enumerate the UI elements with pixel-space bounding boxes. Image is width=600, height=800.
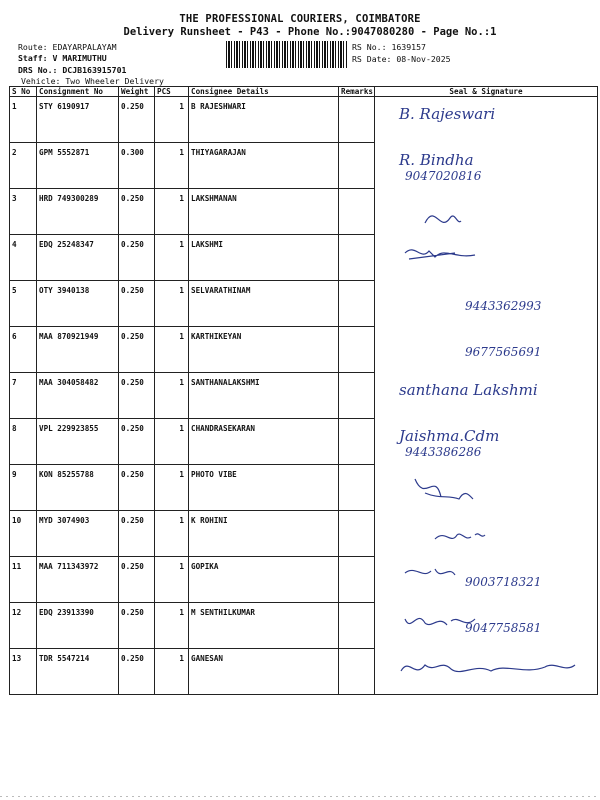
col-remarks: Remarks bbox=[339, 87, 375, 97]
drs-value: DCJB163915701 bbox=[62, 65, 127, 75]
rs-date-value: 08-Nov-2025 bbox=[396, 54, 451, 64]
cell-consignee: PHOTO VIBE bbox=[189, 465, 339, 511]
cell-remarks bbox=[339, 649, 375, 695]
runsheet-title: Delivery Runsheet - P43 - Phone No.:9047080280 - Page No.:1 bbox=[123, 26, 497, 38]
cell-signature bbox=[375, 649, 598, 695]
staff-label: Staff: bbox=[18, 53, 48, 63]
cell-consignee: LAKSHMI bbox=[189, 235, 339, 281]
cell-weight: 0.250 bbox=[119, 465, 155, 511]
signature-scribble bbox=[395, 193, 585, 231]
cell-signature bbox=[375, 97, 598, 143]
cell-weight: 0.250 bbox=[119, 419, 155, 465]
signature-phone: 9443386286 bbox=[405, 444, 482, 459]
cell-weight: 0.300 bbox=[119, 143, 155, 189]
cell-weight: 0.250 bbox=[119, 373, 155, 419]
cell-consignee: GANESAN bbox=[189, 649, 339, 695]
runsheet-table bbox=[9, 86, 598, 695]
table-row bbox=[10, 465, 598, 511]
cell-remarks bbox=[339, 603, 375, 649]
rs-no-value: 1639157 bbox=[391, 42, 426, 52]
signature-phone: 9047020816 bbox=[405, 168, 482, 183]
barcode bbox=[226, 41, 348, 68]
col-pcs: PCS bbox=[155, 87, 189, 97]
cell-consignee: M SENTHILKUMAR bbox=[189, 603, 339, 649]
signature-scribble bbox=[395, 607, 585, 645]
cell-consignee: CHANDRASEKARAN bbox=[189, 419, 339, 465]
cell-signature bbox=[375, 419, 598, 465]
cell-sno: 9 bbox=[10, 465, 37, 511]
cell-signature bbox=[375, 373, 598, 419]
cell-pcs: 1 bbox=[155, 603, 189, 649]
cell-consignment: STY 6190917 bbox=[37, 97, 119, 143]
cell-consignment: MAA 304058482 bbox=[37, 373, 119, 419]
cell-pcs: 1 bbox=[155, 649, 189, 695]
vehicle-line bbox=[21, 76, 164, 86]
cell-consignee: THIYAGARAJAN bbox=[189, 143, 339, 189]
cell-consignment: GPM 5552871 bbox=[37, 143, 119, 189]
table-row bbox=[10, 511, 598, 557]
cell-consignment: MYD 3074903 bbox=[37, 511, 119, 557]
cell-consignment: MAA 711343972 bbox=[37, 557, 119, 603]
rs-no-line bbox=[352, 42, 426, 52]
cell-consignee: KARTHIKEYAN bbox=[189, 327, 339, 373]
cell-sno: 3 bbox=[10, 189, 37, 235]
cell-signature bbox=[375, 465, 598, 511]
cell-weight: 0.250 bbox=[119, 281, 155, 327]
col-consignment: Consignment No bbox=[37, 87, 119, 97]
table-row bbox=[10, 327, 598, 373]
col-consignee: Consignee Details bbox=[189, 87, 339, 97]
cell-consignment: HRD 749300289 bbox=[37, 189, 119, 235]
cell-sno: 12 bbox=[10, 603, 37, 649]
cell-weight: 0.250 bbox=[119, 327, 155, 373]
drs-label: DRS No.: bbox=[18, 65, 58, 75]
cell-remarks bbox=[339, 327, 375, 373]
table-row bbox=[10, 557, 598, 603]
company-title: THE PROFESSIONAL COURIERS, COIMBATORE bbox=[179, 13, 421, 25]
cell-weight: 0.250 bbox=[119, 235, 155, 281]
cell-signature bbox=[375, 281, 598, 327]
signature-phone: 9047758581 bbox=[465, 620, 542, 635]
col-weight: Weight bbox=[119, 87, 155, 97]
drs-line bbox=[18, 65, 126, 75]
cell-sno: 7 bbox=[10, 373, 37, 419]
signature-scribble bbox=[395, 515, 585, 553]
vehicle-value: Two Wheeler Delivery bbox=[65, 76, 164, 86]
cell-consignment: OTY 3940138 bbox=[37, 281, 119, 327]
cell-remarks bbox=[339, 557, 375, 603]
vehicle-label: Vehicle: bbox=[21, 76, 61, 86]
cell-sno: 5 bbox=[10, 281, 37, 327]
cell-signature bbox=[375, 189, 598, 235]
signature-phone: 9443362993 bbox=[465, 298, 542, 313]
cell-sno: 10 bbox=[10, 511, 37, 557]
table-row bbox=[10, 235, 598, 281]
cell-signature bbox=[375, 327, 598, 373]
cell-consignment: EDQ 25248347 bbox=[37, 235, 119, 281]
cell-consignment: VPL 229923855 bbox=[37, 419, 119, 465]
signature-scribble bbox=[395, 653, 585, 691]
signature-phone: 9003718321 bbox=[465, 574, 542, 589]
signature-scribble bbox=[395, 469, 585, 507]
cell-pcs: 1 bbox=[155, 373, 189, 419]
staff-line bbox=[18, 53, 107, 63]
cell-remarks bbox=[339, 419, 375, 465]
cell-weight: 0.250 bbox=[119, 189, 155, 235]
cell-pcs: 1 bbox=[155, 511, 189, 557]
cell-sno: 2 bbox=[10, 143, 37, 189]
cell-consignee: K ROHINI bbox=[189, 511, 339, 557]
cell-sno: 13 bbox=[10, 649, 37, 695]
cell-consignee: GOPIKA bbox=[189, 557, 339, 603]
cell-consignee: B RAJESHWARI bbox=[189, 97, 339, 143]
cell-pcs: 1 bbox=[155, 327, 189, 373]
signature-name: B. Rajeswari bbox=[399, 105, 496, 123]
signature-name: R. Bindha bbox=[399, 150, 474, 169]
staff-value: V MARIMUTHU bbox=[52, 53, 107, 63]
footer-divider bbox=[0, 796, 600, 797]
cell-remarks bbox=[339, 373, 375, 419]
cell-remarks bbox=[339, 189, 375, 235]
cell-weight: 0.250 bbox=[119, 97, 155, 143]
cell-signature bbox=[375, 143, 598, 189]
table-row bbox=[10, 281, 598, 327]
cell-pcs: 1 bbox=[155, 281, 189, 327]
cell-signature bbox=[375, 511, 598, 557]
cell-consignee: LAKSHMANAN bbox=[189, 189, 339, 235]
cell-pcs: 1 bbox=[155, 419, 189, 465]
cell-sno: 4 bbox=[10, 235, 37, 281]
rs-no-label: RS No.: bbox=[352, 42, 387, 52]
cell-consignment: KON 85255788 bbox=[37, 465, 119, 511]
cell-pcs: 1 bbox=[155, 143, 189, 189]
table-row bbox=[10, 373, 598, 419]
table-header-row bbox=[10, 87, 598, 97]
table-row bbox=[10, 189, 598, 235]
cell-weight: 0.250 bbox=[119, 557, 155, 603]
route-label: Route: bbox=[18, 42, 48, 52]
cell-remarks bbox=[339, 511, 375, 557]
route-value: EDAYARPALAYAM bbox=[52, 42, 117, 52]
signature-scribble bbox=[395, 561, 585, 599]
cell-pcs: 1 bbox=[155, 557, 189, 603]
rs-date-line bbox=[352, 54, 451, 64]
cell-consignment: TDR 5547214 bbox=[37, 649, 119, 695]
table-row bbox=[10, 603, 598, 649]
cell-pcs: 1 bbox=[155, 235, 189, 281]
cell-signature bbox=[375, 235, 598, 281]
signature-scribble bbox=[395, 239, 585, 277]
table-row bbox=[10, 649, 598, 695]
table-row bbox=[10, 97, 598, 143]
cell-sno: 11 bbox=[10, 557, 37, 603]
cell-sno: 8 bbox=[10, 419, 37, 465]
rs-date-label: RS Date: bbox=[352, 54, 392, 64]
signature-name: Jaishma.Cdm bbox=[399, 426, 500, 445]
signature-phone: 9677565691 bbox=[465, 344, 542, 359]
cell-weight: 0.250 bbox=[119, 511, 155, 557]
cell-consignment: EDQ 23913390 bbox=[37, 603, 119, 649]
cell-pcs: 1 bbox=[155, 97, 189, 143]
cell-weight: 0.250 bbox=[119, 603, 155, 649]
cell-sno: 1 bbox=[10, 97, 37, 143]
cell-pcs: 1 bbox=[155, 189, 189, 235]
cell-weight: 0.250 bbox=[119, 649, 155, 695]
cell-signature bbox=[375, 557, 598, 603]
col-sno: S No bbox=[10, 87, 37, 97]
cell-consignee: SELVARATHINAM bbox=[189, 281, 339, 327]
signature-name: santhana Lakshmi bbox=[399, 380, 538, 399]
table-row bbox=[10, 143, 598, 189]
cell-remarks bbox=[339, 281, 375, 327]
col-signature: Seal & Signature bbox=[375, 87, 598, 97]
cell-remarks bbox=[339, 97, 375, 143]
cell-pcs: 1 bbox=[155, 465, 189, 511]
cell-remarks bbox=[339, 465, 375, 511]
cell-sno: 6 bbox=[10, 327, 37, 373]
cell-consignee: SANTHANALAKSHMI bbox=[189, 373, 339, 419]
cell-remarks bbox=[339, 235, 375, 281]
cell-remarks bbox=[339, 143, 375, 189]
route-line bbox=[18, 42, 117, 52]
table-row bbox=[10, 419, 598, 465]
cell-signature bbox=[375, 603, 598, 649]
cell-consignment: MAA 870921949 bbox=[37, 327, 119, 373]
